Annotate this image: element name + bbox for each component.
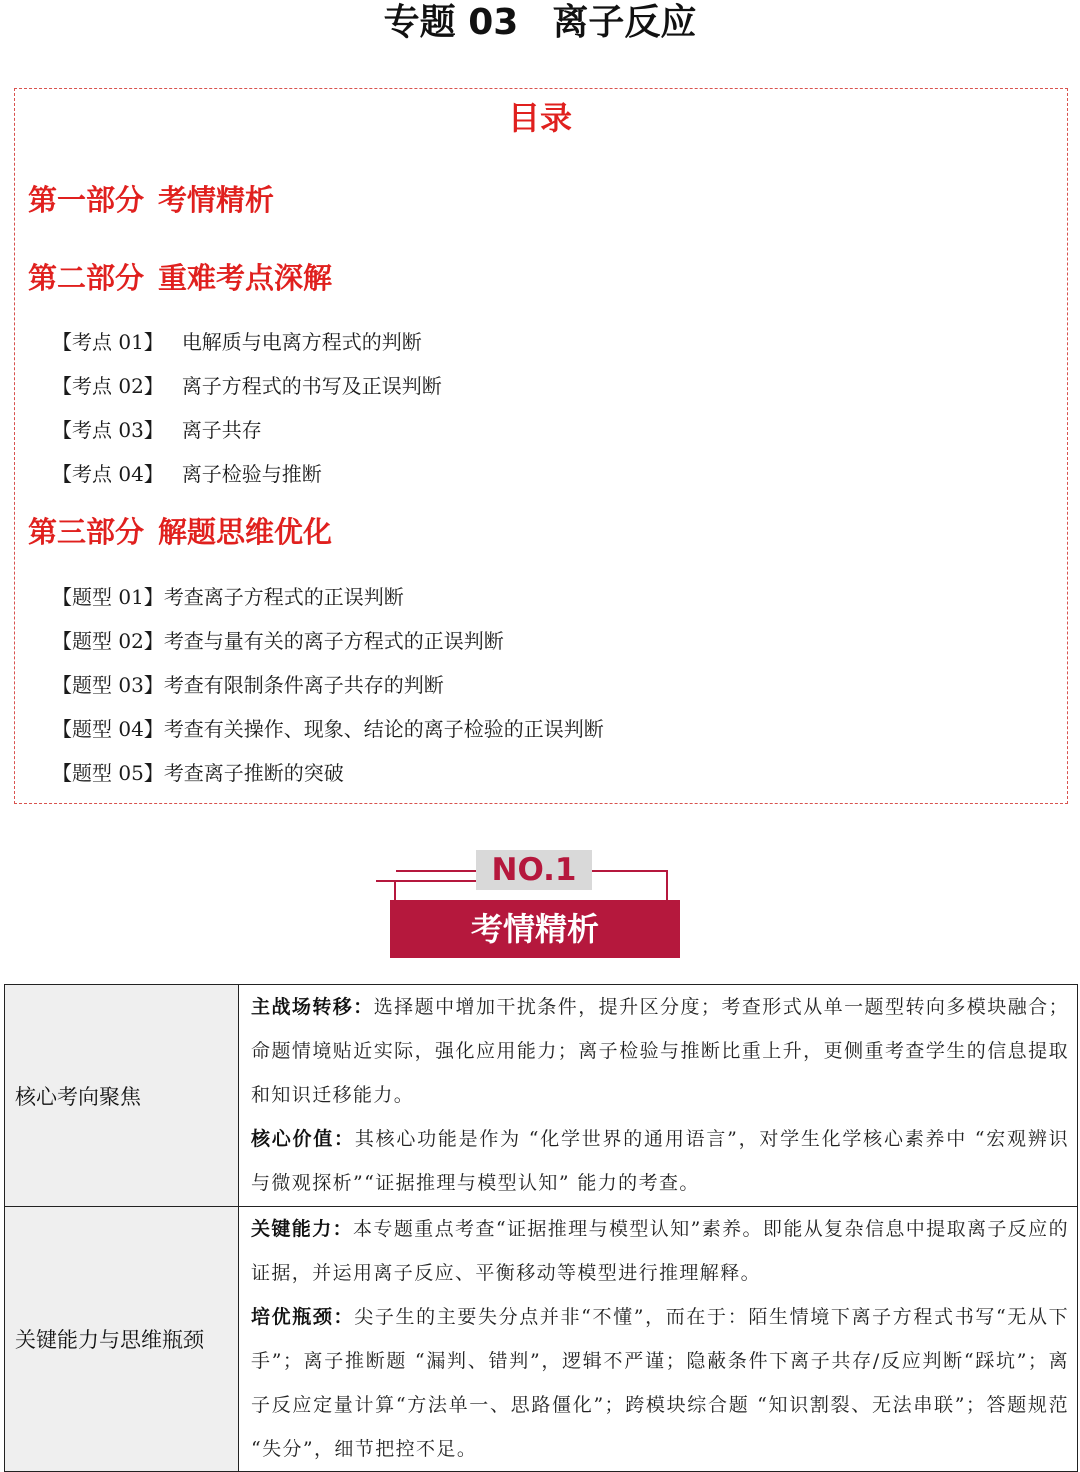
part-label: 第一部分 <box>28 183 145 217</box>
document-title <box>0 0 1080 48</box>
item-tag: 【题型 03】 <box>52 673 164 697</box>
banner-number: NO.1 <box>476 850 592 890</box>
paragraph <box>251 1117 1069 1205</box>
paragraph-lead: 主战场转移： <box>251 996 374 1018</box>
item-tag: 【题型 02】 <box>52 629 164 653</box>
item-tag: 【考点 02】 <box>52 374 164 398</box>
paragraph-lead: 核心价值： <box>251 1128 355 1150</box>
paragraph-text: 选择题中增加干扰条件，提升区分度；考查形式从单一题型转向多模块融合；命题情境贴近实际，强化应用能力；离子检验与推断比重上升，更侧重考查学生的信息提取和知识迁移能力。 <box>251 996 1069 1106</box>
toc-item-tixing-03[interactable] <box>52 670 444 700</box>
toc-item-kaodian-03[interactable] <box>52 415 262 445</box>
item-tag: 【题型 01】 <box>52 585 164 609</box>
banner-line <box>376 880 476 882</box>
item-text: 考查离子方程式的正误判断 <box>163 585 404 609</box>
paragraph-lead: 培优瓶颈： <box>251 1306 355 1328</box>
row-content <box>239 1207 1078 1472</box>
toc-item-kaodian-01[interactable] <box>52 327 422 357</box>
item-tag: 【考点 04】 <box>52 462 164 486</box>
banner-line <box>666 870 668 900</box>
item-text: 考查离子推断的突破 <box>163 761 344 785</box>
paragraph <box>251 1295 1069 1471</box>
paragraph-text: 其核心功能是作为 “化学世界的通用语言”，对学生化学核心素养中 “宏观辨识与微观探析”“证据推理与模型认知” 能力的考查。 <box>251 1128 1069 1194</box>
part-title: 解题思维优化 <box>158 515 333 549</box>
table-row <box>5 985 1078 1207</box>
item-text: 考查有关操作、现象、结论的离子检验的正误判断 <box>163 717 604 741</box>
part-title: 重难考点深解 <box>158 261 333 295</box>
item-text: 电解质与电离方程式的判断 <box>181 330 422 354</box>
banner-line <box>592 870 668 872</box>
banner-title: 考情精析 <box>390 900 680 958</box>
toc-part-2[interactable] <box>28 258 332 298</box>
part-label: 第二部分 <box>28 261 145 295</box>
title-main: 离子反应 <box>552 2 697 43</box>
item-tag: 【考点 01】 <box>52 330 164 354</box>
row-content <box>239 985 1078 1207</box>
part-title: 考情精析 <box>158 183 275 217</box>
item-text: 离子共存 <box>181 418 262 442</box>
row-label: 核心考向聚焦 <box>5 985 239 1207</box>
toc-item-tixing-05[interactable] <box>52 758 344 788</box>
item-text: 离子检验与推断 <box>181 462 322 486</box>
toc-item-tixing-02[interactable] <box>52 626 504 656</box>
section-banner <box>374 848 694 960</box>
item-text: 考查与量有关的离子方程式的正误判断 <box>163 629 504 653</box>
banner-line <box>396 870 476 872</box>
paragraph <box>251 1207 1069 1295</box>
table-row <box>5 1207 1078 1472</box>
banner-line <box>394 880 396 900</box>
toc-item-kaodian-04[interactable] <box>52 459 322 489</box>
analysis-table <box>4 984 1078 1472</box>
item-tag: 【题型 04】 <box>52 717 164 741</box>
toc-item-tixing-01[interactable] <box>52 582 404 612</box>
item-tag: 【考点 03】 <box>52 418 164 442</box>
toc-item-kaodian-02[interactable] <box>52 371 442 401</box>
title-prefix: 专题 03 <box>383 2 519 43</box>
toc-part-3[interactable] <box>28 512 332 552</box>
item-text: 离子方程式的书写及正误判断 <box>181 374 442 398</box>
item-text: 考查有限制条件离子共存的判断 <box>163 673 444 697</box>
row-label: 关键能力与思维瓶颈 <box>5 1207 239 1472</box>
paragraph <box>251 985 1069 1117</box>
paragraph-lead: 关键能力： <box>251 1218 354 1240</box>
toc-item-tixing-04[interactable] <box>52 714 604 744</box>
paragraph-text: 尖子生的主要失分点并非“不懂”，而在于：陌生情境下离子方程式书写“无从下手”；离子推断题 “漏判、错判”，逻辑不严谨；隐蔽条件下离子共存/反应判断“踩坑”；离子反应定量计算“方法单一、思路僵化”；跨模块综合题 “知识割裂、无法串联”；答题规范 “失分”，细节把控不足。 <box>251 1306 1069 1460</box>
paragraph-text: 本专题重点考查“证据推理与模型认知”素养。即能从复杂信息中提取离子反应的证据，并运用离子反应、平衡移动等模型进行推理解释。 <box>251 1218 1069 1284</box>
item-tag: 【题型 05】 <box>52 761 164 785</box>
toc-heading: 目录 <box>507 99 572 137</box>
toc-part-1[interactable] <box>28 180 274 220</box>
part-label: 第三部分 <box>28 515 145 549</box>
